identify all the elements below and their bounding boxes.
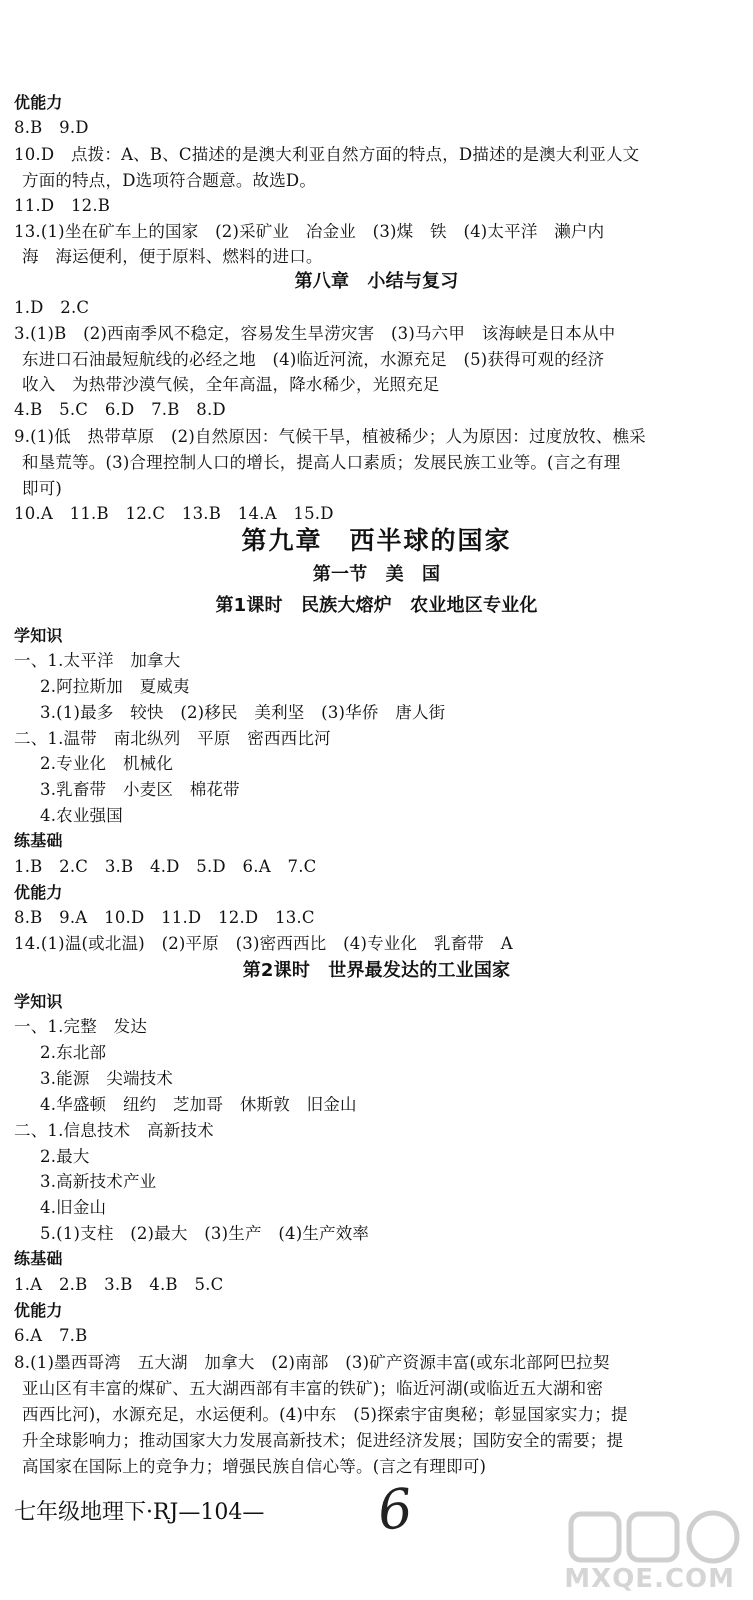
chapter-title: 第九章 西半球的国家	[241, 526, 512, 555]
section-heading-ability: 优能力	[14, 93, 63, 112]
answer-line: 一、1.太平洋 加拿大	[14, 651, 181, 670]
answer-line: 4.华盛顿 纽约 芝加哥 休斯敦 旧金山	[40, 1095, 357, 1114]
handwritten-mark: 6	[374, 1476, 416, 1543]
answer-line: 11.D 12.B	[14, 196, 111, 215]
section-heading-ability: 优能力	[14, 1301, 63, 1320]
answer-line: 二、1.温带 南北纵列 平原 密西西比河	[14, 729, 331, 748]
answer-line: 10.D 点拨：A、B、C描述的是澳大利亚自然方面的特点，D描述的是澳大利亚人文	[14, 145, 640, 164]
answer-line: 13.(1)坐在矿车上的国家 (2)采矿业 冶金业 (3)煤 铁 (4)太平洋 濑户内	[14, 222, 605, 241]
answer-line: 4.农业强国	[40, 806, 123, 825]
answer-line: 2.阿拉斯加 夏威夷	[40, 677, 190, 696]
answer-line: 2.专业化 机械化	[40, 754, 174, 773]
answer-line: 2.最大	[40, 1147, 90, 1166]
answer-line: 东进口石油最短航线的必经之地 (4)临近河流，水源充足 (5)获得可观的经济	[22, 350, 605, 369]
answer-line: 西西比河)，水源充足，水运便利。(4)中东 (5)探索宇宙奥秘；彰显国家实力；提	[22, 1405, 628, 1424]
watermark-text: MXQE.COM	[564, 1564, 735, 1594]
section-heading-ability: 优能力	[14, 883, 63, 902]
answer-line: 14.(1)温(或北温) (2)平原 (3)密西西比 (4)专业化 乳畜带 A	[14, 934, 513, 953]
watermark-emblem-icon	[565, 1508, 745, 1568]
answer-line: 3.(1)最多 较快 (2)移民 美利坚 (3)华侨 唐人街	[40, 703, 446, 722]
section-heading-learn: 学知识	[14, 626, 63, 645]
answer-line: 升全球影响力；推动国家大力发展高新技术；促进经济发展；国防安全的需要；提	[22, 1431, 624, 1450]
answer-line: 1.B 2.C 3.B 4.D 5.D 6.A 7.C	[14, 857, 317, 876]
lesson-title: 第2课时 世界最发达的工业国家	[242, 960, 511, 981]
answer-line: 3.乳畜带 小麦区 棉花带	[40, 780, 240, 799]
page-footer: 七年级地理下·RJ—104—	[14, 1500, 265, 1525]
answer-line: 3.能源 尖端技术	[40, 1069, 174, 1088]
answer-line: 5.(1)支柱 (2)最大 (3)生产 (4)生产效率	[40, 1224, 370, 1243]
answer-line: 和垦荒等。(3)合理控制人口的增长，提高人口素质；发展民族工业等。(言之有理	[22, 453, 621, 472]
answer-line: 8.(1)墨西哥湾 五大湖 加拿大 (2)南部 (3)矿产资源丰富(或东北部阿巴拉契	[14, 1353, 610, 1372]
answer-line: 3.高新技术产业	[40, 1172, 157, 1191]
answer-line: 亚山区有丰富的煤矿、五大湖西部有丰富的铁矿)；临近河湖(或临近五大湖和密	[22, 1379, 604, 1398]
answer-line: 1.A 2.B 3.B 4.B 5.C	[14, 1275, 224, 1294]
lesson-title: 第1课时 民族大熔炉 农业地区专业化	[215, 595, 538, 616]
answer-line: 收入 为热带沙漠气候，全年高温，降水稀少，光照充足	[22, 375, 440, 394]
answer-line: 海 海运便利，便于原料、燃料的进口。	[22, 247, 323, 266]
answer-line: 高国家在国际上的竞争力；增强民族自信心等。(言之有理即可)	[22, 1457, 487, 1476]
answer-line: 4.旧金山	[40, 1198, 107, 1217]
section-heading-basic: 练基础	[14, 831, 63, 850]
answer-line: 9.(1)低 热带草原 (2)自然原因：气候干旱，植被稀少；人为原因：过度放牧、樵采	[14, 427, 646, 446]
section-heading-learn: 学知识	[14, 992, 63, 1011]
answer-line: 二、1.信息技术 高新技术	[14, 1121, 214, 1140]
answer-line: 2.东北部	[40, 1043, 107, 1062]
answer-line: 1.D 2.C	[14, 298, 90, 317]
answer-line: 8.B 9.D	[14, 118, 89, 137]
section-heading-basic: 练基础	[14, 1249, 63, 1268]
answer-line: 4.B 5.C 6.D 7.B 8.D	[14, 400, 226, 419]
section-title: 第一节 美 国	[312, 564, 441, 585]
answer-line: 8.B 9.A 10.D 11.D 12.D 13.C	[14, 908, 315, 927]
answer-line: 即可)	[22, 479, 63, 498]
answer-line: 10.A 11.B 12.C 13.B 14.A 15.D	[14, 504, 334, 523]
answer-line: 6.A 7.B	[14, 1326, 88, 1345]
answer-line: 3.(1)B (2)西南季风不稳定，容易发生旱涝灾害 (3)马六甲 该海峡是日本从中	[14, 324, 616, 343]
answer-line: 方面的特点，D选项符合题意。故选D。	[22, 171, 317, 190]
chapter-summary-heading: 第八章 小结与复习	[294, 271, 459, 292]
answer-line: 一、1.完整 发达	[14, 1017, 148, 1036]
watermark-logo	[565, 1508, 745, 1598]
